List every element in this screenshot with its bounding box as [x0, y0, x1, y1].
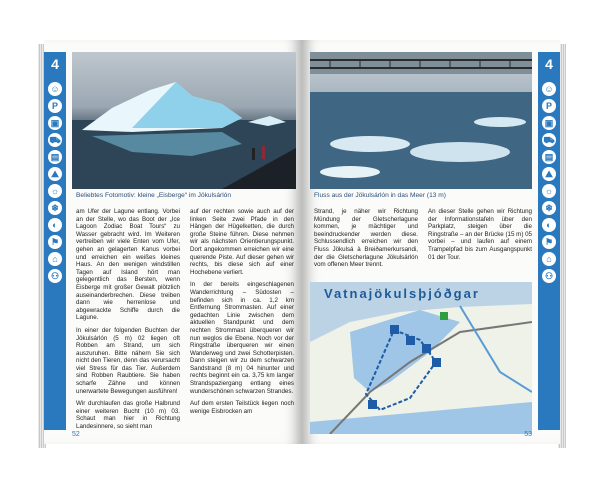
hut-icon: ⌂ [48, 252, 62, 266]
guidebook-spread [38, 40, 566, 448]
flag-icon: ⚑ [48, 235, 62, 249]
text-column-1 [76, 208, 180, 436]
hut-icon: ⌂ [542, 252, 556, 266]
parking-icon: P [542, 99, 556, 113]
paragraph: Wir durchlaufen das große Halbrund einer weiteren Bucht (10 m) 03. Schaut man hier in Richtung Landesinnere, so sieht man [76, 400, 180, 431]
bridge-illustration [310, 52, 532, 189]
snowflake-icon: ❄ [48, 201, 62, 215]
bus-icon: ▣ [48, 116, 62, 130]
text-column-2 [190, 208, 294, 420]
chapter-number: 4 [51, 56, 59, 72]
parking-icon: P [48, 99, 62, 113]
page-number-right: 53 [524, 431, 532, 438]
photo-caption: Fluss aus der Jökulsárlón in das Meer (13 m) [314, 192, 446, 199]
bridge-photo [310, 52, 532, 189]
info-board-icon: ▤ [48, 150, 62, 164]
sun-icon: ☼ [48, 184, 62, 198]
flag-icon: ⚑ [542, 235, 556, 249]
iceberg-illustration [72, 52, 296, 189]
snowflake-icon: ❄ [542, 201, 556, 215]
moon-icon: ◐ [542, 218, 556, 232]
paragraph: am Ufer der Lagune entlang. Vorbei an der Stelle, wo das Boot der „Ice Lagoon Zodiac Boat Tours“ zu Wasser gebracht wird. Im Weiteren vertreiben wir viele Enten vom Ufer, gehen an gelagerten Kanus vorbei und erreichen ein weißes kleines Haus. An den wenigen windstillen Tagen auf Island hört man gelegentlich das Bersten, wenn Eisberge mit großer Gewalt plötzlich auseinanderbrechen. Diese treiben dann wie herrenlose und abgewrackte Schiffe durch die Lagune. [76, 208, 180, 322]
text-column-2 [428, 208, 532, 266]
info-board-icon: ▤ [542, 150, 556, 164]
iceberg-photo [72, 52, 296, 189]
tab-icons-right [541, 82, 557, 286]
paragraph: In einer der folgenden Buchten der Jökulsárlón (5 m) 02 liegen oft Robben am Strand, um sich auszuruhen. Bitte nähern Sie sich nicht den Tieren, denn das verursacht viel Stress für das Tier. Außerdem sind Robben Raubtiere. Sie haben scharfe Zähne und können unerwartete Bewegungen ausführen! [76, 326, 180, 395]
mountain-icon: ⛰ [542, 167, 556, 181]
right-page [302, 40, 560, 444]
route-map [310, 282, 532, 434]
left-page [44, 40, 302, 444]
chapter-tab-right [538, 52, 560, 430]
smiley-icon: ☺ [542, 82, 556, 96]
sun-icon: ☼ [542, 184, 556, 198]
paragraph: In der bereits eingeschlagenen Wanderrichtung – Südosten – befinden sich in ca. 1,2 km Entfernung Strommasten. Auf einer gedachten Linie zwischen dem aktuellen Standpunkt und dem rechten Strommast überqueren wir nun weglos die Ebene. Noch vor der Ringstraße überqueren wir einen Wanderweg und zwei Schotterpisten. Dann steigen wir zu dem schwarzen Sandstrand (8 m) 04 hinunter und rechts beginnt ein ca. 3,75 km langer Strandspaziergang entlang eines wunderschönen schwarzen Strandes. [190, 281, 294, 395]
paragraph: Strand, je näher wir Richtung Mündung der Gletscherlagune kommen, je mächtiger und beeindruckender werden diese. Schlussendlich erreichen wir den Fluss Jökulsá à Breiðamerkursandi, der die Gletscherlagune Jökulsárlón vom offenen Meer trennt. [314, 208, 418, 269]
paragraph: An dieser Stelle gehen wir Richtung der Informationstafeln über den Parkplatz, steigen über die Ringstraße – an der Brücke (15 m) 05 vorbei – und laufen auf einem Trampelpfad bis zum Ausgangspunkt 01 der Tour. [428, 208, 532, 261]
photo-caption: Beliebtes Fotomotiv: kleine „Eisberge“ im Jökulsárlón [76, 192, 232, 199]
smiley-icon: ☺ [48, 82, 62, 96]
chapter-tab-left [44, 52, 66, 430]
paragraph: Auf dem ersten Teilstück liegen noch wenige Eisbrocken am [190, 400, 294, 415]
bus-icon: ▣ [542, 116, 556, 130]
car-icon: ⛟ [49, 135, 61, 145]
text-column-1 [314, 208, 418, 274]
moon-icon: ◐ [48, 218, 62, 232]
tab-icons-left [47, 82, 63, 286]
map-graphic [310, 282, 532, 434]
map-title: Vatnajökulsþjóðgar [324, 286, 480, 301]
chapter-number: 4 [545, 56, 553, 72]
car-icon: ⛟ [543, 135, 555, 145]
hiker-icon: ⚇ [542, 269, 556, 283]
page-number-left: 52 [72, 431, 80, 438]
mountain-icon: ⛰ [48, 167, 62, 181]
paragraph: auf der rechten sowie auch auf der linken Seite zwei Pfade in den Hängen der Hügelketten, die durch große Steine führen. Diese nehmen wir als nächsten Orientierungspunkt. Dort angekommen erreichen wir eine querende Piste. Auf dieser gehen wir rechts, bis diese sich auf einer Hochebene verliert. [190, 208, 294, 276]
hiker-icon: ⚇ [48, 269, 62, 283]
